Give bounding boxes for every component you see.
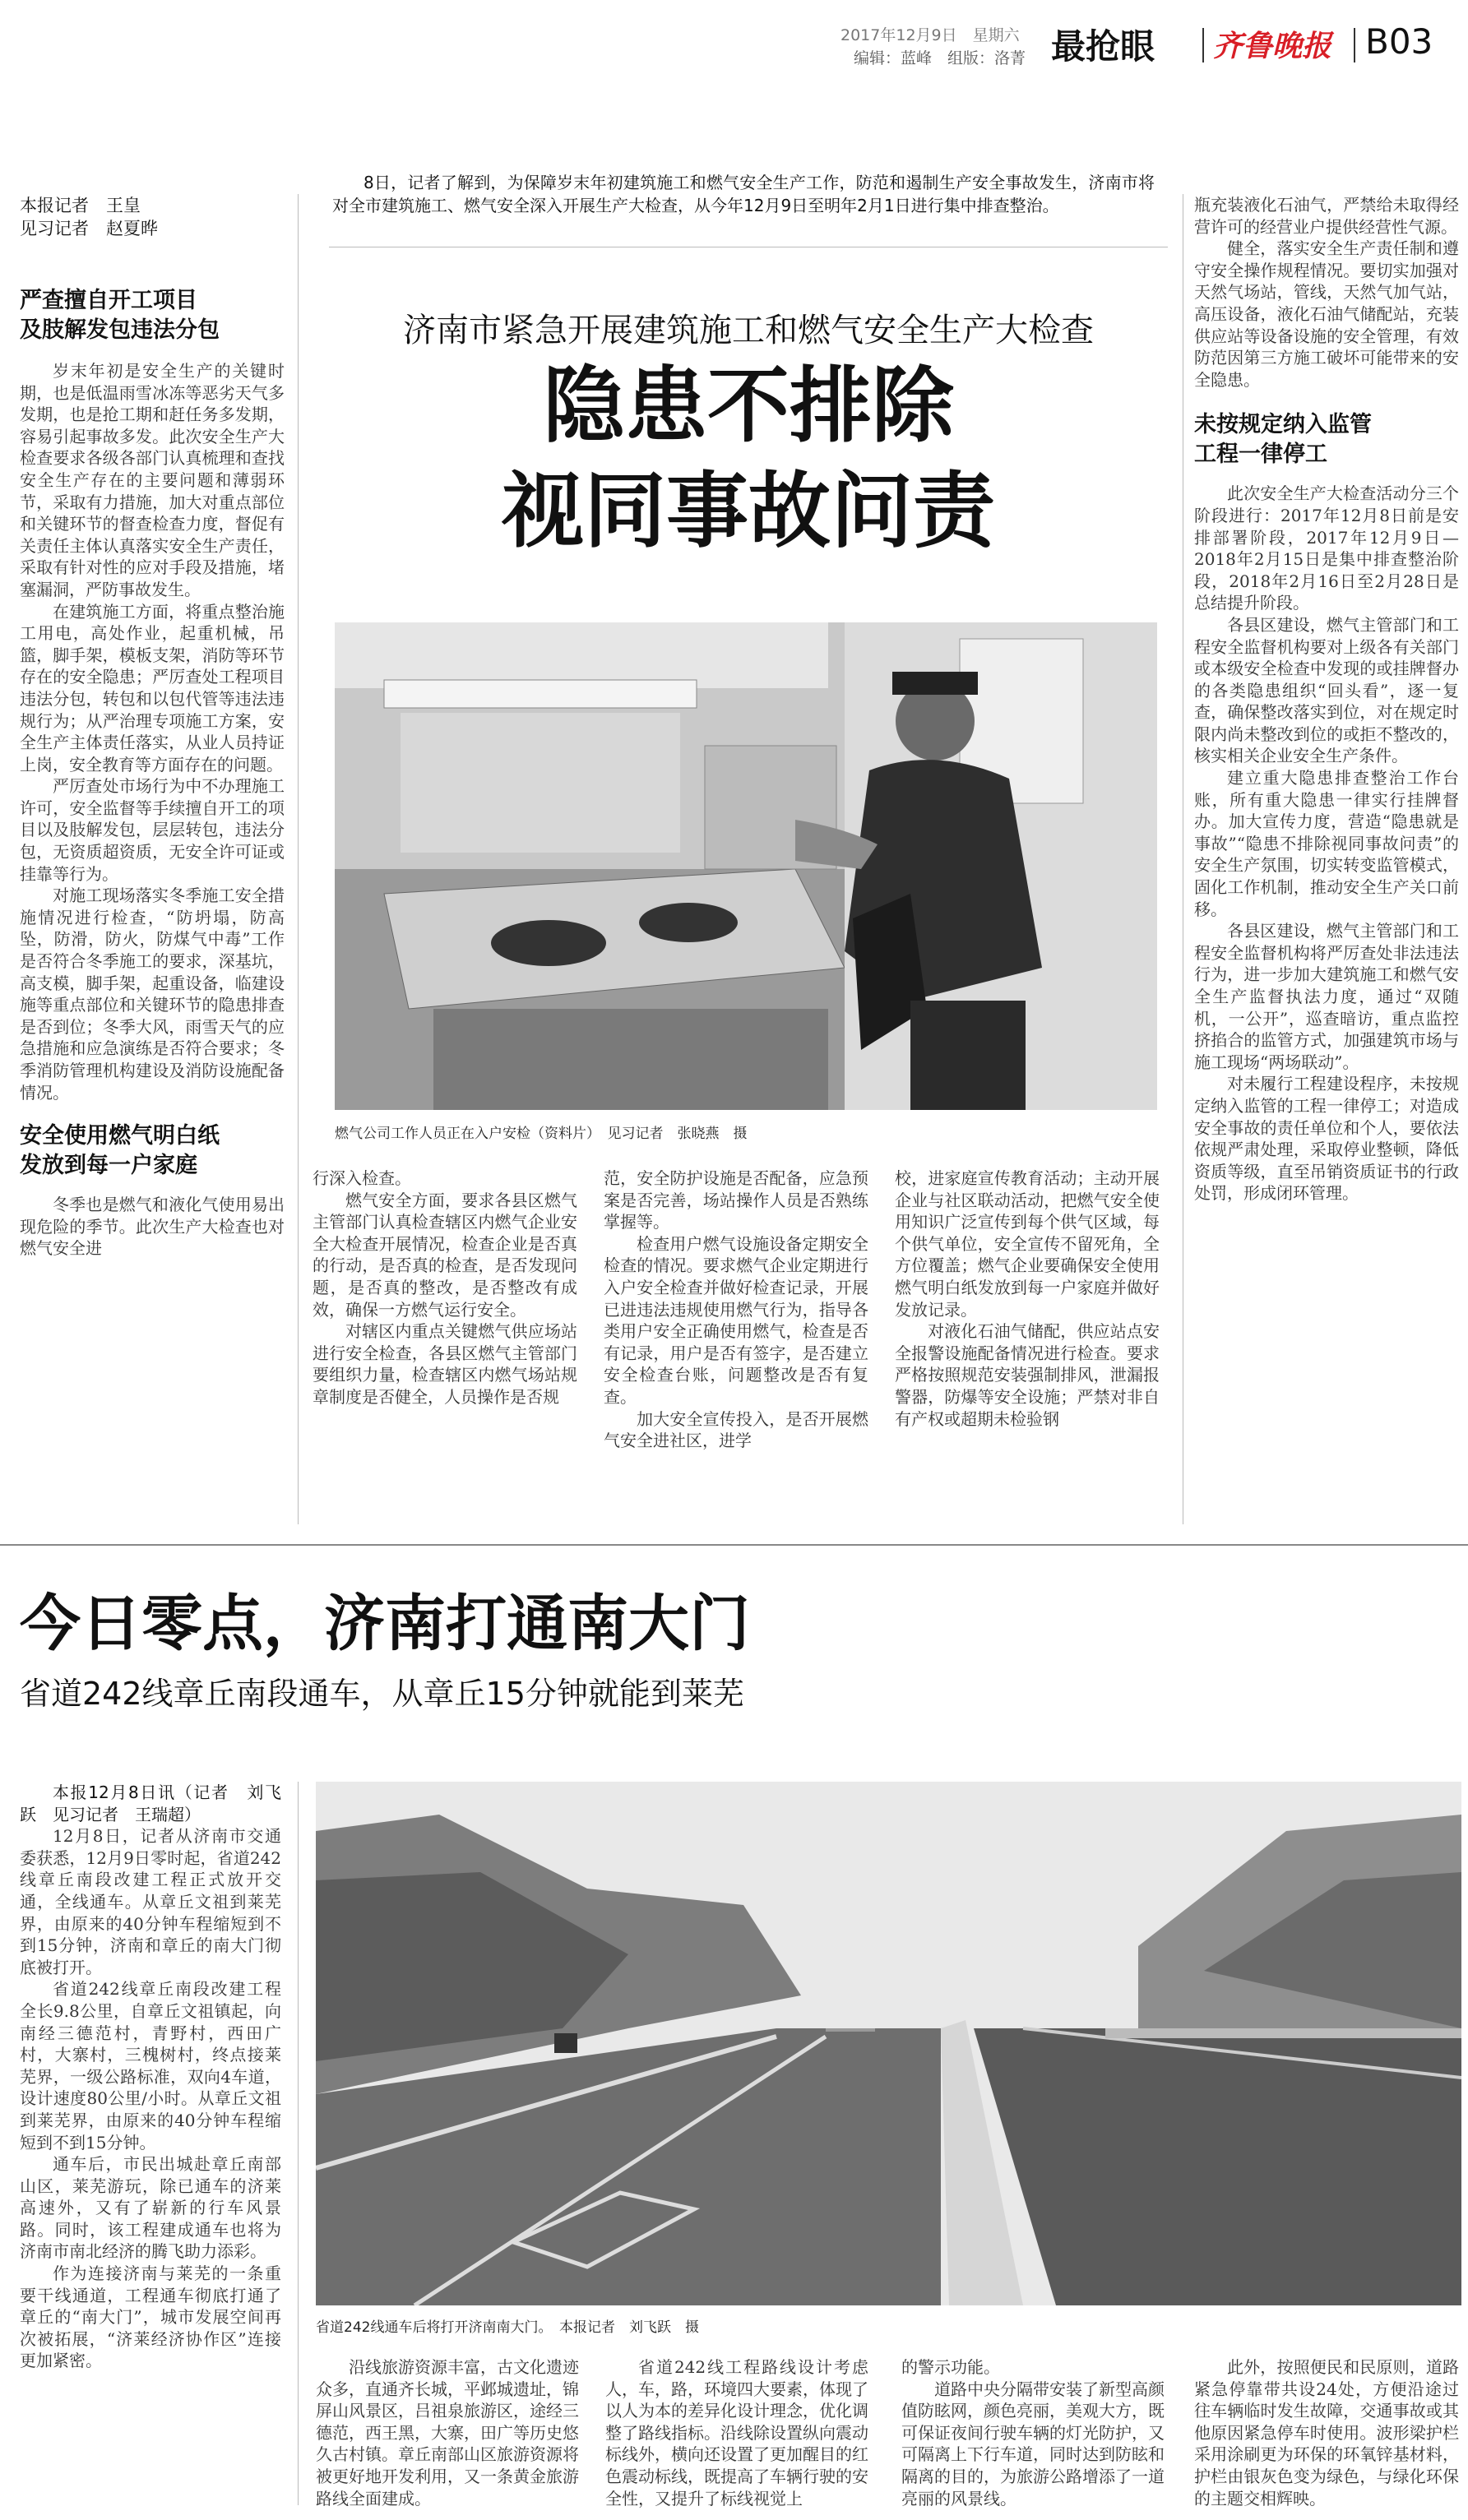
story1-col-b2 xyxy=(604,1168,868,1452)
date-text: 2017年12月9日 xyxy=(841,26,957,44)
paragraph: 此外，按照便民和民原则，道路紧急停靠带共设24处，方便沿途过往车辆临时发生故障，交通事故或其他原因紧急停车时使用。波形梁护栏采用涂刷更为环保的环氧锌基材料，护栏由银灰色变为绿色，与绿化环保的主题交相辉映。 xyxy=(1194,2357,1459,2508)
subhead-gas-leaflet xyxy=(20,1121,285,1181)
story1-headline-2: 视同事故问责 xyxy=(502,463,995,559)
paragraph: 燃气安全方面，要求各县区燃气主管部门认真检查辖区内燃气企业安全大检查开展情况，检查企业是否真的行动，是否真的检查，是否发现问题，是否真的整改，是否整改有成效，确保一方燃气运行安全。 xyxy=(313,1190,577,1320)
story1-headline-1: 隐患不排除 xyxy=(543,358,954,454)
paragraph: 严厉查处市场行为中不办理施工许可，安全监督等手续擅自开工的项目以及肢解发包，层层转包，违法分包，无资质超资质，无安全许可证或挂靠等行为。 xyxy=(20,776,285,884)
paragraph: 健全，落实安全生产责任制和遵守安全操作规程情况。要切实加强对天然气场站，管线，天然气加气站，高压设备，液化石油气储配站，充装供应站等设备设施的安全管理，有效防范因第三方施工破坏可能带来的安全隐患。 xyxy=(1194,238,1459,390)
paragraph: 沿线旅游资源丰富，古文化遗迹众多，直通齐长城，平邺城遗址，锦屏山风景区，吕祖泉旅游区，途经三德范，西王黑，大寨，田广等历史悠久古村镇。章丘南部山区旅游资源将被更好地开发利用，又一条黄金旅游路线全面建成。 xyxy=(316,2357,579,2508)
paper-logo: 齐鲁晚报 xyxy=(1213,29,1332,63)
story1-left-column xyxy=(20,286,285,1260)
highway-photo xyxy=(316,1782,1461,2305)
paragraph: 对辖区内重点关键燃气供应场站进行安全检查，各县区燃气主管部门要组织力量，检查辖区内燃气场站规章制度是否健全，人员操作是否规 xyxy=(313,1321,577,1407)
paragraph: 各县区建设，燃气主管部门和工程安全监督机构将严厉查处非法违法行为，进一步加大建筑施工和燃气安全生产监督执法力度，通过“双随机，一公开”，巡查暗访，重点监控挤掐合的监管方式，加强建筑市场与施工现场“两场联动”。 xyxy=(1194,921,1459,1072)
byline-intern: 见习记者 赵夏晔 xyxy=(20,219,158,238)
paragraph: 冬季也是燃气和液化气使用易出现危险的季节。此次生产大检查也对燃气安全进 xyxy=(20,1195,285,1259)
byline-reporter: 本报记者 王皇 xyxy=(20,196,141,215)
subhead-line-2: 工程一律停工 xyxy=(1194,442,1327,468)
masthead-date xyxy=(841,23,1020,45)
story1-right-column xyxy=(1194,194,1459,1205)
paragraph: 在建筑施工方面，将重点整治施工用电，高处作业，起重机械，吊篮，脚手架，模板支架，消防等环节存在的安全隐患；严厉查处工程项目违法分包，转包和以包代管等违法违规行为；从严治理专项施工方案，安全生产主体责任落实，从业人员持证上岗，安全教育等方面存在的问题。 xyxy=(20,601,285,774)
highway-photo-drawing xyxy=(316,1782,1461,2305)
subhead-line-2: 及肢解发包违法分包 xyxy=(20,317,220,343)
paragraph: 对液化石油气储配，供应站点安全报警设施配备情况进行检查。要求严格按照规范安装强制排风，泄漏报警器，防爆等安全设施；严禁对非自有产权或超期未检验钢 xyxy=(895,1321,1160,1429)
masthead xyxy=(0,0,1468,82)
paragraph: 此次安全生产大检查活动分三个阶段进行：2017年12月8日前是安排部署阶段，2017年12月9日—2018年2月15日是集中排查整治阶段，2018年2月16日至2月28日是总结提升阶段。 xyxy=(1194,483,1459,613)
story1-col-b1 xyxy=(313,1168,577,1408)
story-divider xyxy=(0,1544,1468,1546)
paragraph: 作为连接济南与莱芜的一条重要干线通道，工程通车彻底打通了章丘的“南大门”，城市发展空间再次被拓展，“济莱经济协作区”连接更加紧密。 xyxy=(20,2263,281,2371)
paragraph: 的警示功能。 xyxy=(901,2357,1000,2377)
paragraph: 行深入检查。 xyxy=(313,1168,411,1188)
lead-paragraph: 8日，记者了解到，为保障岁末年初建筑施工和燃气安全生产工作，防范和遏制生产安全事故发生，济南市将对全市建筑施工、燃气安全深入开展生产大检查，从今年12月9日至明年2月1日进行集中排查整治。 xyxy=(332,173,1155,215)
paragraph: 检查用户燃气设施设备定期安全检查的情况。要求燃气企业定期进行入户安全检查并做好检查记录，开展已进违法违规使用燃气行为，指导各类用户安全正确使用燃气，检查是否有记录，用户是否有签字，是否建立安全检查台账，问题整改是否有复查。 xyxy=(604,1233,868,1407)
story2-col-2 xyxy=(316,2356,579,2509)
byline xyxy=(20,194,158,240)
story2-headline: 今日零点，济南打通南大门 xyxy=(20,1588,750,1659)
paragraph: 道路中央分隔带安装了新型高颜值防眩网，颜色亮丽，美观大方，既可保证夜间行驶车辆的灯光防护，又可隔离上下行车道，同时达到防眩和隔离的目的，为旅游公路增添了一道亮丽的风景线。 xyxy=(901,2379,1165,2508)
story2-subhead: 省道242线章丘南段通车，从章丘15分钟就能到莱芜 xyxy=(20,1676,744,1712)
paragraph: 瓶充装液化石油气，严禁给未取得经营许可的经营业户提供经营性气源。 xyxy=(1194,195,1459,237)
paragraph: 省道242线工程路线设计考虑人，车，路，环境四大要素，体现了以人为本的差异化设计理念，优化调整了路线指标。沿线除设置纵向震动标线外，横向还设置了更加醒目的红色震动标线，既提高了车辆行驶的安全性，又提升了标线视觉上 xyxy=(605,2357,868,2508)
paragraph: 12月8日，记者从济南市交通委获悉，12月9日零时起，省道242线章丘南段改建工程正式放开交通，全线通车。从章丘文祖到莱芜界，由原来的40分钟车程缩短到不到15分钟，济南和章丘的南大门彻底被打开。 xyxy=(20,1826,281,1977)
column-rule xyxy=(298,194,299,1524)
paragraph: 建立重大隐患排查整治工作台账，所有重大隐患一律实行挂牌督办。加大宣传力度，营造“隐患就是事故”“隐患不排除视同事故问责”的安全生产氛围，切实转变监管模式，固化工作机制，推动安全生产关口前移。 xyxy=(1194,768,1459,919)
subhead-line-1: 严查擅自开工项目 xyxy=(20,288,197,313)
paragraph: 对未履行工程建设程序，未按规定纳入监管的工程一律停工；对造成安全事故的责任单位和个人，要依法依规严肃处理，采取停业整顿，降低资质等级，直至吊销资质证书的行政处罚，形成闭环管理。 xyxy=(1194,1074,1459,1204)
paragraph: 校，进家庭宣传教育活动；主动开展企业与社区联动活动，把燃气安全使用知识广泛宣传到每个供气区域，每个供气单位，安全宣传不留死角，全方位覆盖；燃气企业要确保安全使用燃气明白纸发放到每一户家庭并做好发放记录。 xyxy=(895,1168,1160,1320)
paragraph: 岁末年初是安全生产的关键时期，也是低温雨雪冰冻等恶劣天气多发期，也是抢工期和赶任务多发期，容易引起事故多发。此次安全生产大检查要求各级各部门认真梳理和查找安全生产存在的主要问题和薄弱环节，采取有力措施，加大对重点部位和关键环节的督查检查力度，督促有关责任主体认真落实安全生产责任，采取有针对性的应对手段及措施，堵塞漏洞，严防事故发生。 xyxy=(20,361,285,599)
section-title: 最抢眼 xyxy=(1051,26,1155,67)
story2-col-4 xyxy=(901,2356,1165,2509)
weekday-text: 星期六 xyxy=(972,26,1020,44)
paragraph: 范，安全防护设施是否配备，应急预案是否完善，场站操作人员是否熟练掌握等。 xyxy=(604,1168,868,1232)
masthead-editors: 编辑：蓝峰 组版：洛菁 xyxy=(854,49,1026,67)
page-number: B03 xyxy=(1365,21,1433,62)
story2-col-5 xyxy=(1194,2356,1459,2509)
subhead-line-1: 未按规定纳入监管 xyxy=(1194,412,1372,438)
paragraph: 各县区建设，燃气主管部门和工程安全监督机构要对上级各有关部门或本级安全检查中发现的或挂牌督办的各类隐患组织“回头看”，逐一复查，确保整改落实到位，对在规定时限内尚未整改到位的或拒不整改的，核实相关企业安全生产条件。 xyxy=(1194,614,1459,766)
subhead-stop-work xyxy=(1194,410,1459,469)
story1-col-b3 xyxy=(895,1168,1160,1430)
story1-photo-caption: 燃气公司工作人员正在入户安检（资料片） 见习记者 张晓燕 摄 xyxy=(335,1126,748,1142)
paragraph: 省道242线章丘南段改建工程全长9.8公里，自章丘文祖镇起，向南经三德范村，青野村，西田广村，大寨村，三槐树村，终点接莱芜界，一级公路标准，双向4车道，设计速度80公里/小时。从章丘文祖到莱芜界，由原来的40分钟车程缩短到不到15分钟。 xyxy=(20,1979,281,2152)
story1-kicker: 济南市紧急开展建筑施工和燃气安全生产大检查 xyxy=(403,312,1094,349)
column-rule xyxy=(298,1782,299,2505)
subhead-line-2: 发放到每一户家庭 xyxy=(20,1153,197,1179)
masthead-divider xyxy=(1202,28,1204,62)
paragraph: 通车后，市民出城赴章丘南部山区，莱芜游玩，除已通车的济莱高速外，又有了崭新的行车风景路。同时，该工程建成通车也将为济南市南北经济的腾飞助力添彩。 xyxy=(20,2154,281,2262)
story2-photo-caption: 省道242线通车后将打开济南南大门。 本报记者 刘飞跃 摄 xyxy=(316,2319,699,2336)
dateline: 本报12月8日讯（记者 刘飞跃 见习记者 王瑞超） xyxy=(20,1782,281,1824)
gas-inspection-photo-drawing xyxy=(335,622,1157,1110)
subhead-illegal-projects xyxy=(20,286,285,345)
subhead-line-1: 安全使用燃气明白纸 xyxy=(20,1123,220,1149)
story2-col-3 xyxy=(605,2356,868,2509)
story2-left-column xyxy=(20,1782,281,2372)
paragraph: 加大安全宣传投入，是否开展燃气安全进社区，进学 xyxy=(604,1408,868,1451)
masthead-divider-2 xyxy=(1354,28,1355,62)
paragraph: 对施工现场落实冬季施工安全措施情况进行检查，“防坍塌，防高坠，防滑，防火，防煤气中毒”工作是否符合冬季施工的要求，深基坑，高支模，脚手架，起重设备，临建设施等重点部位和关键环节的隐患排查是否到位；冬季大风，雨雪天气的应急措施和应急演练是否符合要求；冬季消防管理机构建设及消防设施配备情况。 xyxy=(20,885,285,1103)
gas-inspection-photo xyxy=(335,622,1157,1110)
